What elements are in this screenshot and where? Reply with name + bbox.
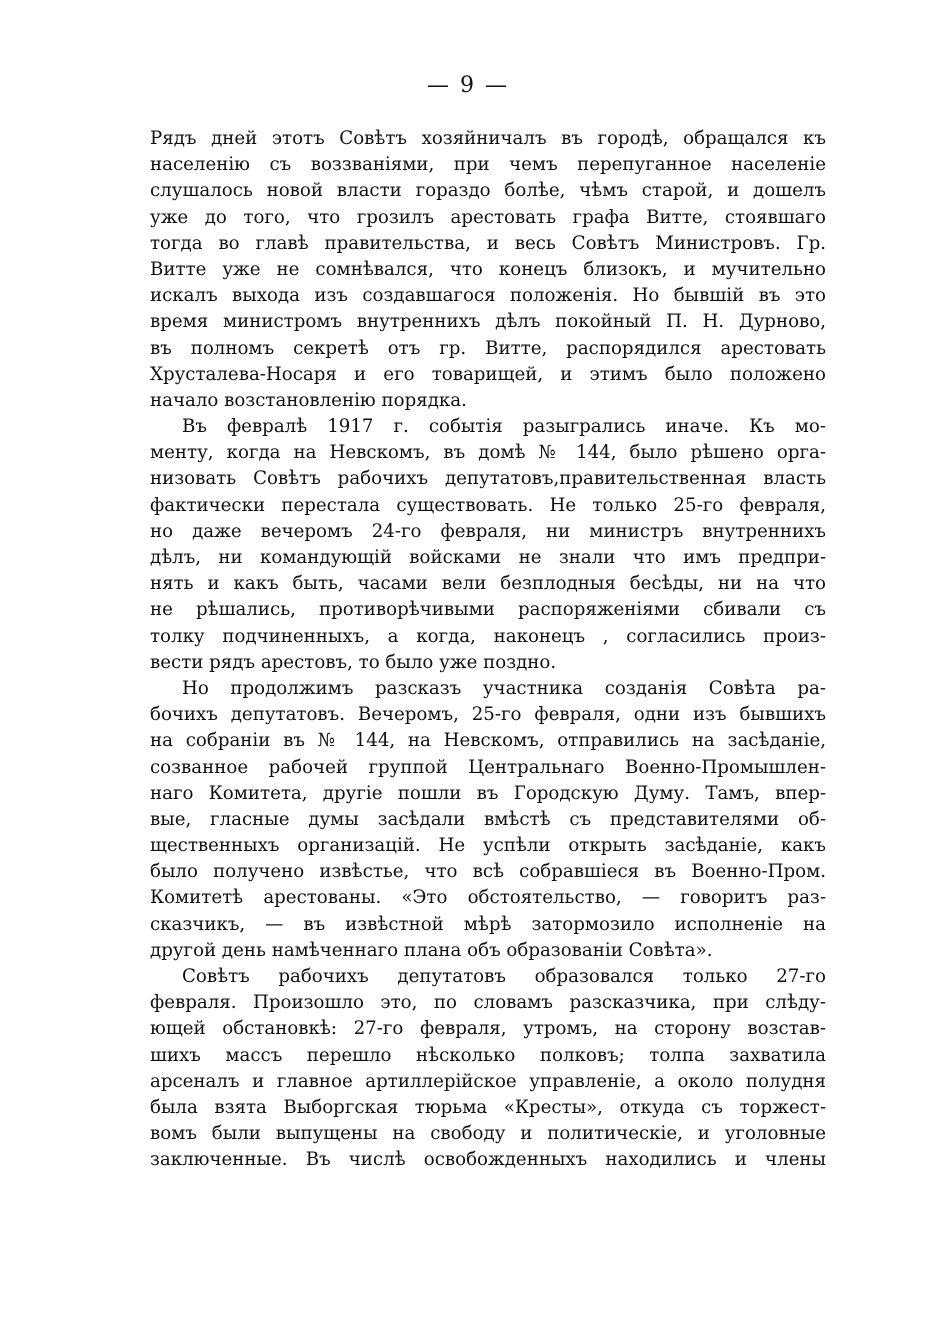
text-line: начало возстановленію порядка. [150,389,467,411]
page-number: — 9 — [427,73,509,98]
text-line: созванное рабочей группой Центральнаго Военно-Промышлен- [150,756,826,778]
text-line: толку подчиненныхъ, а когда, наконецъ , согласились произ- [150,625,826,647]
text-line: но даже вечеромъ 24-го февраля, ни министръ внутреннихъ [150,520,826,542]
text-line: наго Комитета, другіе пошли въ Городскую Думу. Тамъ, впер- [150,782,826,804]
text-line: ющей обстановкѣ: 27-го февраля, утромъ, на сторону возстав- [150,1018,826,1040]
text-line: бочихъ депутатовъ. Вечеромъ, 25-го февраля, одни изъ бывшихъ [150,704,826,726]
text-line: Витте уже не сомнѣвался, что конецъ близокъ, и мучительно [150,258,826,280]
text-line: щественныхъ организацій. Не успѣли открыть засѣданіе, какъ [150,835,826,857]
text-line: шихъ массъ перешло нѣсколько полковъ; толпа захватила [150,1044,826,1066]
paragraph-start-line: Но продолжимъ разсказъ участника созданія Совѣта ра- [182,677,826,699]
text-line: другой день намѣченнаго плана объ образованіи Совѣта». [150,939,713,961]
text-line: фактически перестала существовать. Не только 25-го февраля, [150,494,826,516]
text-line: уже до того, что грозилъ арестовать графа Витте, стоявшаго [150,206,826,228]
paragraph-start-line: Совѣтъ рабочихъ депутатовъ образовался только 27-го [182,966,826,987]
text-line: было получено извѣстье, что всѣ собравшіеся въ Военно-Пром. [150,861,826,883]
text-line: время министромъ внутреннихъ дѣлъ покойный П. Н. Дурново, [150,311,826,333]
text-line: Рядъ дней этотъ Совѣтъ хозяйничалъ въ городѣ, обращался къ [150,128,826,149]
text-line: искалъ выхода изъ создавшагося положенія. Но бывшій въ это [150,285,826,307]
text-line: февраля. Произошло это, по словамъ разсказчика, при слѣду- [150,992,826,1014]
body-text [150,126,826,1174]
text-line: Комитетѣ арестованы. «Это обстоятельство, — говоритъ раз- [150,887,826,909]
text-line: на собраніи въ № 144, на Невскомъ, отправились на засѣданіе, [150,730,826,752]
text-line: менту, когда на Невскомъ, въ домѣ № 144, было рѣшено орга- [150,442,826,464]
text-line: не рѣшались, противорѣчивыми распоряженіями сбивали съ [150,599,826,621]
text-line: заключенные. Въ числѣ освобожденныхъ находились и члены [150,1149,826,1171]
text-line: нять и какъ быть, часами вели безплодныя бесѣды, ни на что [150,573,826,595]
text-line: Хрусталева-Носаря и его товарищей, и этимъ было положено [150,363,826,385]
text-line: въ полномъ секретѣ отъ гр. Витте, распорядился арестовать [150,337,826,359]
text-line: сказчикъ, — въ извѣстной мѣрѣ затормозило исполненіе на [150,913,826,935]
text-line: слушалось новой власти гораздо болѣе, чѣмъ старой, и дошелъ [150,180,826,202]
text-line: дѣлъ, ни командующій войсками не знали что имъ предпри- [150,547,826,568]
text-line: арсеналъ и главное артиллерійское управленіе, а около полудня [150,1070,826,1092]
text-line: тогда во главѣ правительства, и весь Совѣтъ Министровъ. Гр. [150,232,826,254]
paragraph-start-line: Въ февралѣ 1917 г. событія разыгрались иначе. Къ мо- [182,416,826,438]
text-line: населенію съ воззваніями, при чемъ перепуганное населеніе [150,154,826,176]
text-line: вести рядъ арестовъ, то было уже поздно. [150,651,557,673]
text-line: вые, гласные думы засѣдали вмѣстѣ съ представителями об- [150,808,826,830]
text-line: низовать Совѣтъ рабочихъ депутатовъ,правительственная власть [150,468,826,490]
text-line: была взята Выборгская тюрьма «Кресты», откуда съ торжест- [150,1096,826,1118]
text-line: вомъ были выпущены на свободу и политическіе, и уголовные [150,1123,826,1145]
